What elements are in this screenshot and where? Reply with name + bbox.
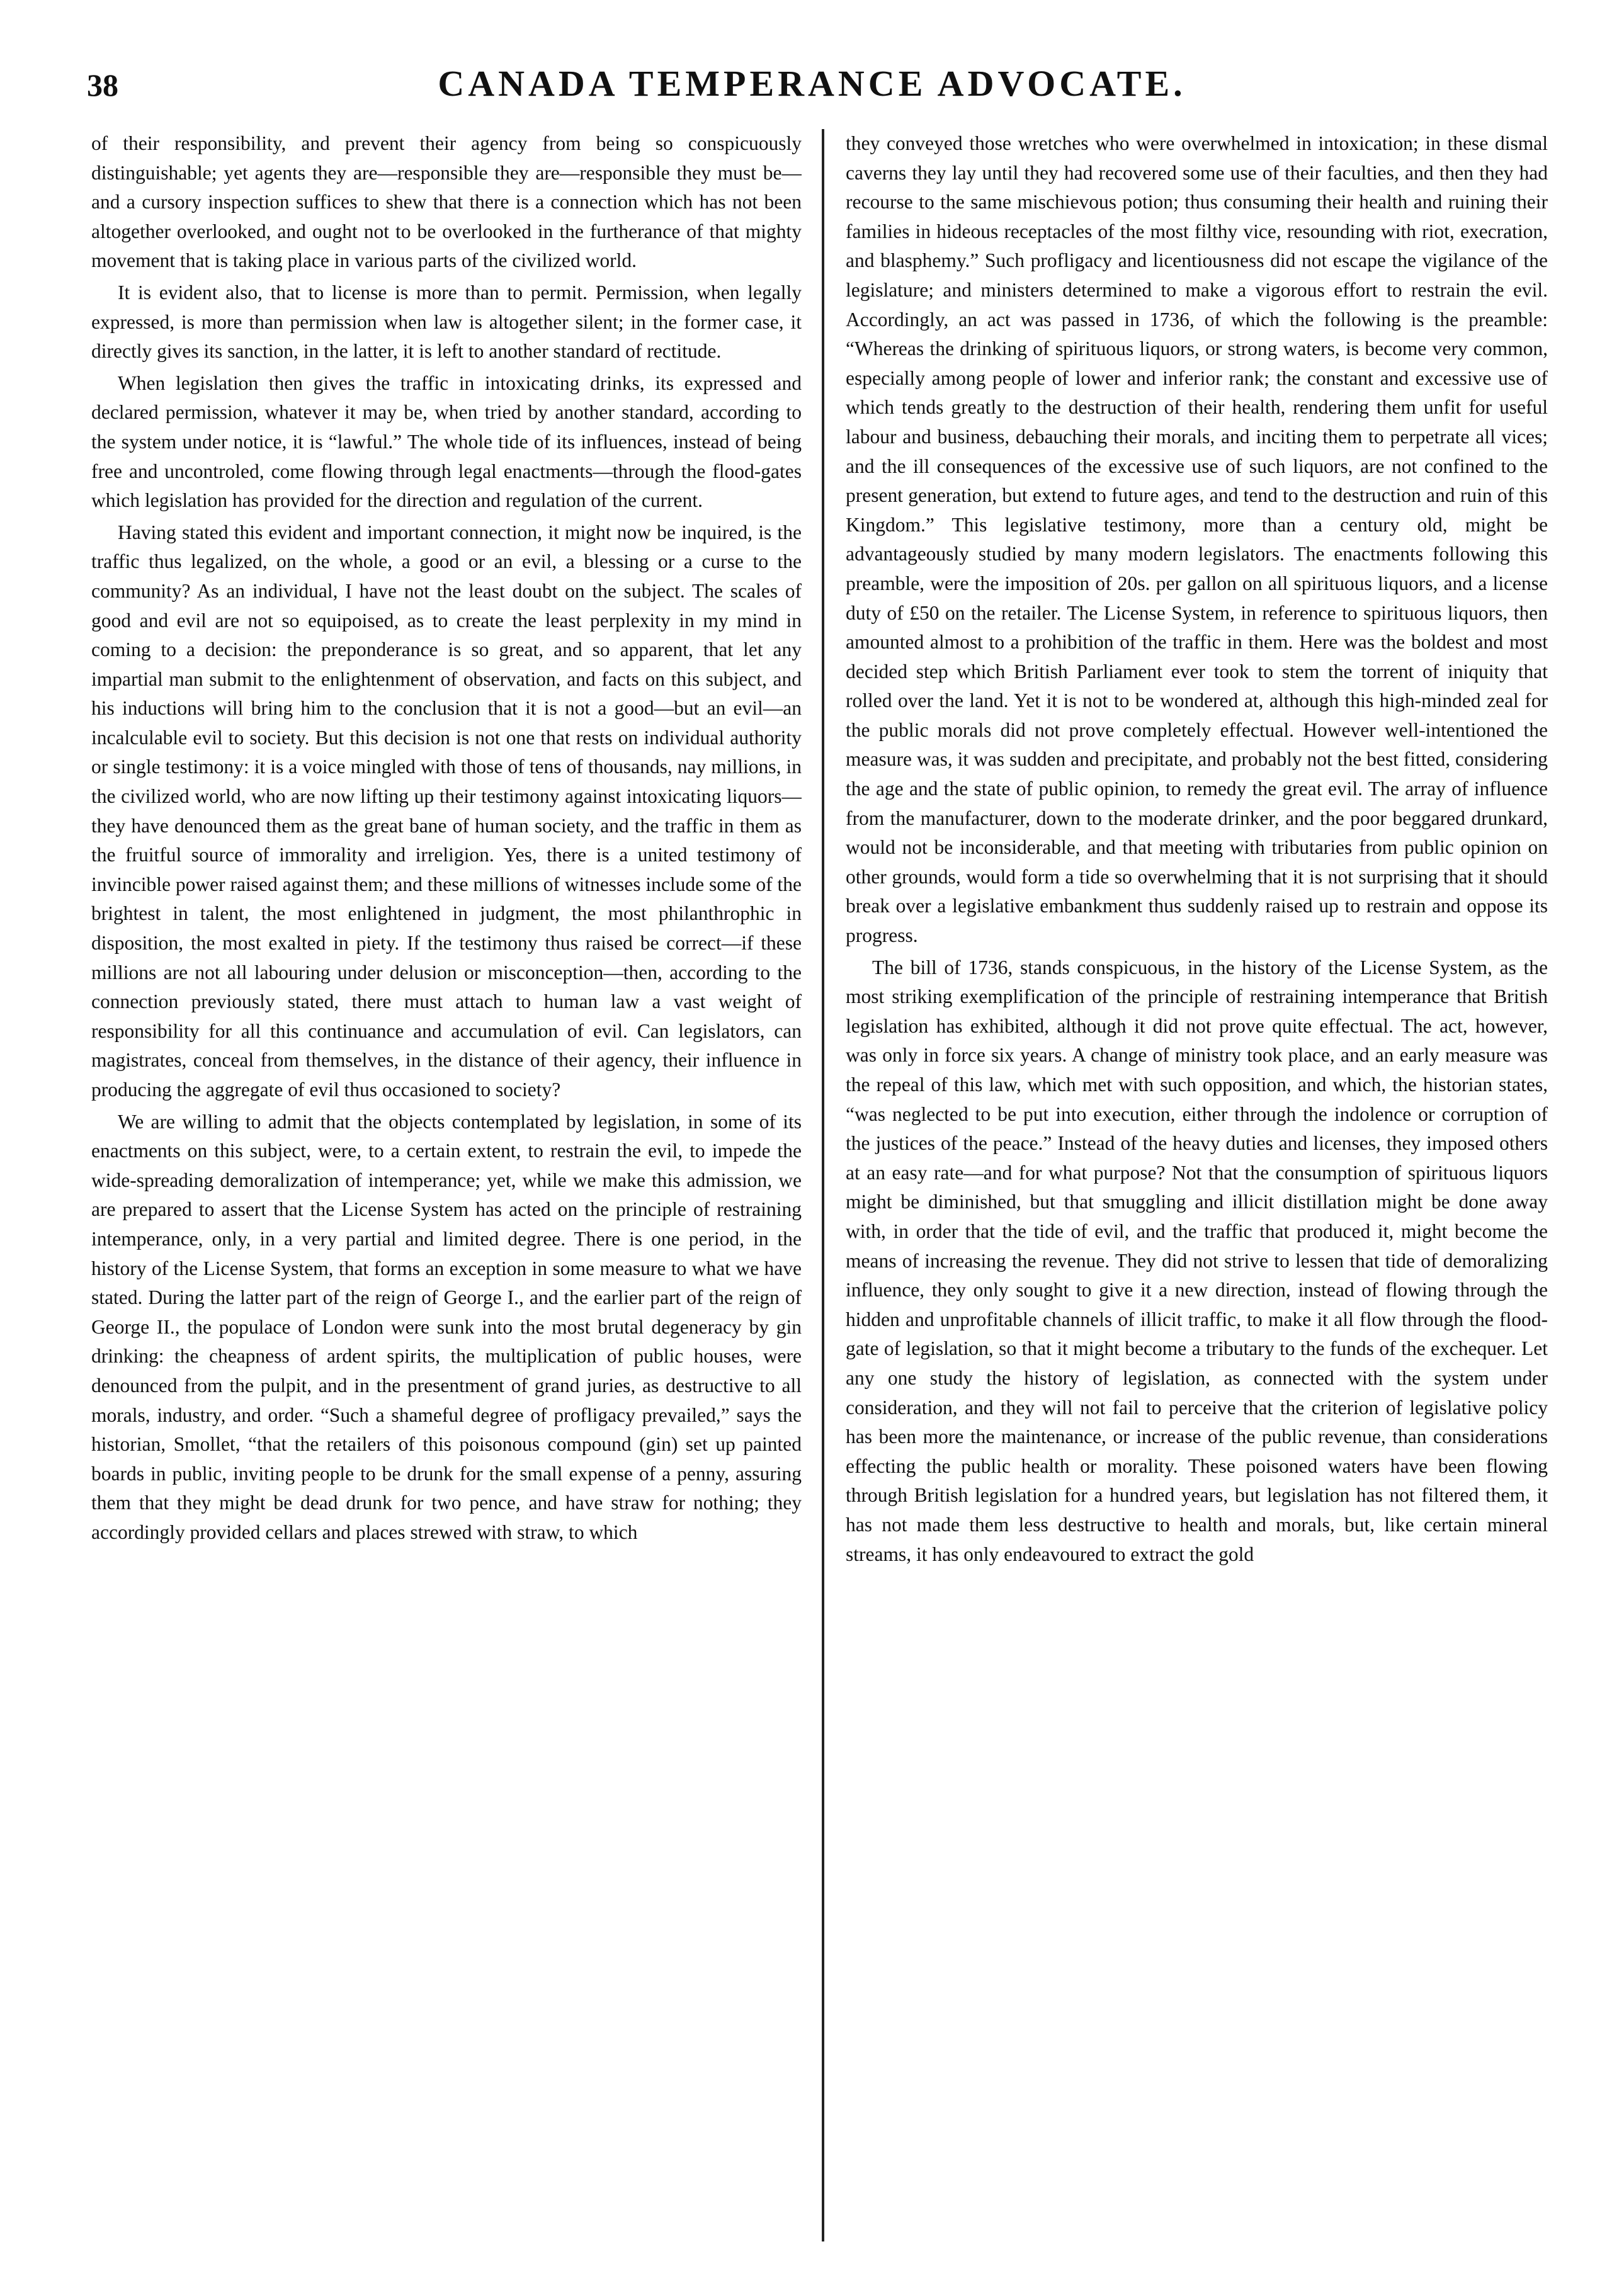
paragraph: We are willing to admit that the objects contemplated by legislation, in some of its enactments on this subject, were, to a certain extent, to restrain the evil, to impede the wide-spreading demoralization of intemperance; yet, while we make this admission, we are prepared to assert that the License System has acted on the principle of restraining intemperance, only, in a very partial and limited degree. There is one period, in the history of the License System, that forms an exception in some measure to what we have stated. During the latter part of the reign of George I., and the earlier part of the reign of George II., the populace of London were sunk into the most brutal degeneracy by gin drinking: the cheapness of ardent spirits, the multiplication of public houses, were denounced from the pulpit, and in the presentment of grand juries, as destructive to all morals, industry, and order. “Such a shameful degree of profligacy prevailed,” says the historian, Smollet, “that the retailers of this poisonous compound (gin) set up painted boards in public, inviting people to be drunk for the small expense of a penny, assuring them that they might be dead drunk for two pence, and have straw for nothing; they accordingly provided cellars and places strewed with straw, to which: [91, 1110, 802, 1543]
running-title: CANADA TEMPERANCE ADVOCATE.: [438, 63, 1186, 104]
right-column: [846, 129, 1548, 2251]
paragraph: It is evident also, that to license is more than to permit. Permission, when legally expressed, is more than permission when law is altogether silent; in the former case, it directly gives its sanction, in the latter, it is left to another standard of rectitude.: [91, 281, 802, 363]
paragraph: they conveyed those wretches who were overwhelmed in intoxication; in these dismal caverns they lay until they had recovered some use of their faculties, and then they had recourse to the same mischievous potion; thus consuming their health and ruining their families in hideous receptacles of the most filthy vice, resounding with riot, execration, and blasphemy.” Such profligacy and licentiousness did not escape the vigilance of the legislature; and ministers determined to make a vigorous effort to restrain the evil. Accordingly, an act was passed in 1736, of which the following is the preamble: “Whereas the drinking of spirituous liquors, or strong waters, is become very common, especially among people of lower and inferior rank; the constant and excessive use of which tends greatly to the destruction of their health, rendering them unfit for useful labour and business, debauching their morals, and inciting them to perpetrate all vices; and the ill consequences of the excessive use of such liquors, are not confined to the present generation, but extend to future ages, and tend to the destruction and ruin of this Kingdom.” This legislative testimony, more than a century old, might be advantageously studied by many modern legislators. The enactments following this preamble, were the imposition of 20s. per gallon on all spirituous liquors, and a license duty of £50 on the retailer. The License System, in reference to spirituous liquors, then amounted almost to a prohibition of the traffic in them. Here was the boldest and most decided step which British Parliament ever took to stem the torrent of iniquity that rolled over the land. Yet it is not to be wondered at, although this high-minded zeal for the public morals did not prove completely effectual. However well-intentioned the measure was, it was sudden and precipitate, and probably not the best fitted, considering the age and the state of public opinion, to remedy the great evil. The array of influence from the manufacturer, down to the moderate drinker, and the poor beggared drunkard, would not be inconsiderable, and that meeting with tributaries from public opinion on other grounds, would form a tide so overwhelming that it is not surprising that it should break over a legislative embankment thus suddenly raised up to restrain and oppose its progress.: [846, 132, 1548, 947]
paragraph: The bill of 1736, stands conspicuous, in the history of the License System, as the most striking exemplification of the principle of restraining intemperance that British legislation has exhibited, although it did not prove quite effectual. The act, however, was only in force six years. A change of ministry took place, and an early measure was the repeal of this law, which met with such opposition, and which, the historian states, “was neglected to be put into execution, either through the indolence or corruption of the justices of the peace.” Instead of the heavy duties and licenses, they imposed others at an easy rate—and for what purpose? Not that the consumption of spirituous liquors might be diminished, but that smuggling and illicit distillation might be done away with, in order that the tide of evil, and the traffic that produced it, might become the means of increasing the revenue. They did not strive to lessen that tide of demoralizing influence, they only sought to give it a new direction, instead of flowing through the hidden and unprofitable channels of illicit traffic, to make it all flow through the flood-gate of legislation, so that it might become a tributary to the funds of the exchequer. Let any one study the history of legislation, as connected with the system under consideration, and they will not fail to perceive that the criterion of legislative policy has been more the maintenance, or increase of the public revenue, than considerations effecting the public health or morality. These poisoned waters have been flowing through British legislation for a hundred years, but legislation has not filtered them, it has not made them less destructive to health and morals, but, like certain mineral streams, it has only endeavoured to extract the gold: [846, 956, 1548, 1565]
column-divider: [822, 129, 824, 2241]
paragraph: Having stated this evident and important connection, it might now be inquired, is the traffic thus legalized, on the whole, a good or an evil, a blessing or a curse to the community? As an individual, I have not the least doubt on the subject. The scales of good and evil are not so equipoised, as to create the least perplexity in my mind in coming to a decision: the preponderance is so great, and so apparent, that let any impartial man submit to the enlightenment of observation, and facts on this subject, and his inductions will bring him to the conclusion that it is not a good—but an evil—an incalculable evil to society. But this decision is not one that rests on individual authority or single testimony: it is a voice mingled with those of tens of thousands, nay millions, in the civilized world, who are now lifting up their testimony against intoxicating liquors—they have denounced them as the great bane of human society, and the traffic in them as the fruitful source of immorality and irreligion. Yes, there is a united testimony of invincible power raised against them; and these millions of witnesses include some of the brightest in talent, the most enlightened in judgment, the most philanthrophic in disposition, the most exalted in piety. If the testimony thus raised be correct—if these millions are not all labouring under delusion or misconception—then, according to the connection previously stated, there must attach to human law a vast weight of responsibility for all this continuance and accumulation of evil. Can legislators, can magistrates, conceal from themselves, in the distance of their agency, their influence in producing the aggregate of evil thus occasioned to society?: [91, 521, 802, 1101]
paragraph: When legislation then gives the traffic in intoxicating drinks, its expressed and declared permission, whatever it may be, when tried by another standard, according to the system under notice, it is “lawful.” The whole tide of its influences, instead of being free and uncontroled, come flowing through legal enactments—through the flood-gates which legislation has provided for the direction and regulation of the current.: [91, 371, 802, 512]
left-column: [91, 129, 802, 2251]
page-number: 38: [87, 67, 118, 103]
paragraph: of their responsibility, and prevent their agency from being so conspicuously distinguishable; yet agents they are—responsible they are—responsible they must be—and a cursory inspection suffices to shew that there is a connection which has not been altogether overlooked, and ought not to be overlooked in the furtherance of that mighty movement that is taking place in various parts of the civilized world.: [91, 132, 802, 272]
